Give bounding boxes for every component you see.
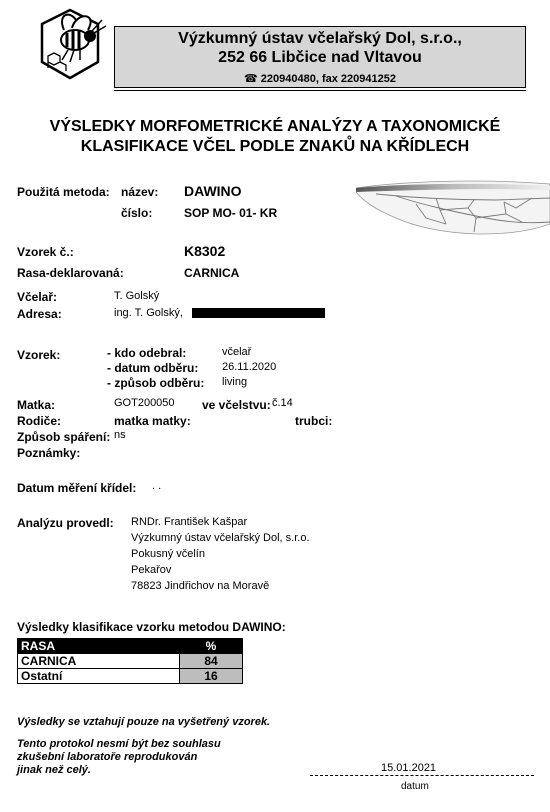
beekeeper-label: Včelař: [17, 290, 58, 304]
sample-method-value: living [222, 376, 248, 388]
results-table [17, 638, 243, 684]
redaction-bar [192, 308, 325, 318]
colony-label: ve včelstvu: [202, 398, 271, 412]
sample-method-label: - způsob odběru: [107, 376, 205, 390]
institute-address: 252 66 Libčice nad Vltavou [218, 49, 422, 66]
reproduction-note-line: Tento protokol nesmí být bez souhlasu [17, 738, 221, 750]
date-signature-line [310, 775, 534, 776]
table-row [18, 654, 243, 669]
race-declared-label: Rasa-deklarovaná: [17, 266, 124, 280]
mother-of-queen-label: matka matky: [114, 414, 191, 428]
phone-fax: ☎ 220940480, fax 220941252 [244, 73, 396, 85]
wing-date-value: . . [152, 480, 162, 492]
analyst-line: Pokusný včelín [131, 548, 205, 560]
results-header-race: RASA [18, 639, 180, 654]
bee-logo-icon [20, 6, 112, 90]
wing-date-label: Datum měření křídel: [17, 481, 137, 495]
title-line-1: VÝSLEDKY MORFOMETRICKÉ ANALÝZY A TAXONOMICKÉ [49, 118, 501, 135]
results-header-pct: % [180, 639, 243, 654]
results-header-row [18, 639, 243, 654]
report-date-label: datum [401, 781, 429, 792]
result-pct: 84 [180, 654, 243, 669]
queen-value: GOT200050 [114, 397, 175, 409]
sample-no-value: K8302 [184, 243, 226, 259]
sample-date-label: - datum odběru: [107, 361, 199, 375]
race-declared-value: CARNICA [184, 266, 240, 280]
institute-name: Výzkumný ústav včelařský Dol, s.r.o., [178, 30, 462, 47]
reproduction-note-line: zkušební laboratoře reprodukován [17, 751, 198, 763]
collected-by-value: včelař [222, 346, 252, 358]
parents-label: Rodiče: [17, 414, 62, 428]
method-name-value: DAWINO [184, 183, 242, 199]
sample-label: Vzorek: [17, 348, 61, 362]
report-date-value: 15.01.2021 [381, 762, 437, 774]
collected-by-label: - kdo odebral: [107, 346, 187, 360]
document-title [0, 117, 550, 157]
colony-value: č.14 [272, 397, 293, 409]
method-label: Použitá metoda: [17, 185, 110, 199]
address-value: ing. T. Golský, [114, 307, 183, 319]
reproduction-note-line: jinak než celý. [17, 764, 91, 776]
title-line-2: KLASIFIKACE VČEL PODLE ZNAKŮ NA KŘÍDLECH [80, 138, 470, 155]
wing-image [356, 178, 550, 246]
analyst-line: Pekařov [131, 564, 172, 576]
validity-note: Výsledky se vztahují pouze na vyšetřený vzorek. [17, 716, 271, 728]
sample-no-label: Vzorek č.: [17, 245, 74, 259]
mating-label: Způsob spáření: [17, 430, 111, 444]
mating-value: ns [114, 429, 126, 441]
notes-label: Poznámky: [17, 446, 81, 460]
results-heading: Výsledky klasifikace vzorku metodou DAWINO: [17, 620, 286, 634]
result-race: Ostatní [18, 669, 180, 684]
analyst-line: 78823 Jindřichov na Moravě [131, 580, 270, 592]
analyst-line: Výzkumný ústav včelařský Dol, s.r.o. [131, 532, 310, 544]
address-label: Adresa: [17, 307, 62, 321]
beekeeper-value: T. Golský [114, 290, 160, 302]
result-race: CARNICA [18, 654, 180, 669]
table-row [18, 669, 243, 684]
queen-label: Matka: [17, 398, 56, 412]
method-number-value: SOP MO- 01- KR [184, 206, 278, 220]
sample-date-value: 26.11.2020 [222, 361, 277, 373]
header-divider [114, 90, 526, 91]
method-name-label: název: [121, 185, 159, 199]
analyst-line: RNDr. František Kašpar [131, 516, 248, 528]
institute-header [114, 26, 526, 88]
result-pct: 16 [180, 669, 243, 684]
drones-label: trubci: [295, 414, 333, 428]
analysis-label: Analýzu provedl: [17, 516, 114, 530]
method-number-label: číslo: [121, 206, 153, 220]
